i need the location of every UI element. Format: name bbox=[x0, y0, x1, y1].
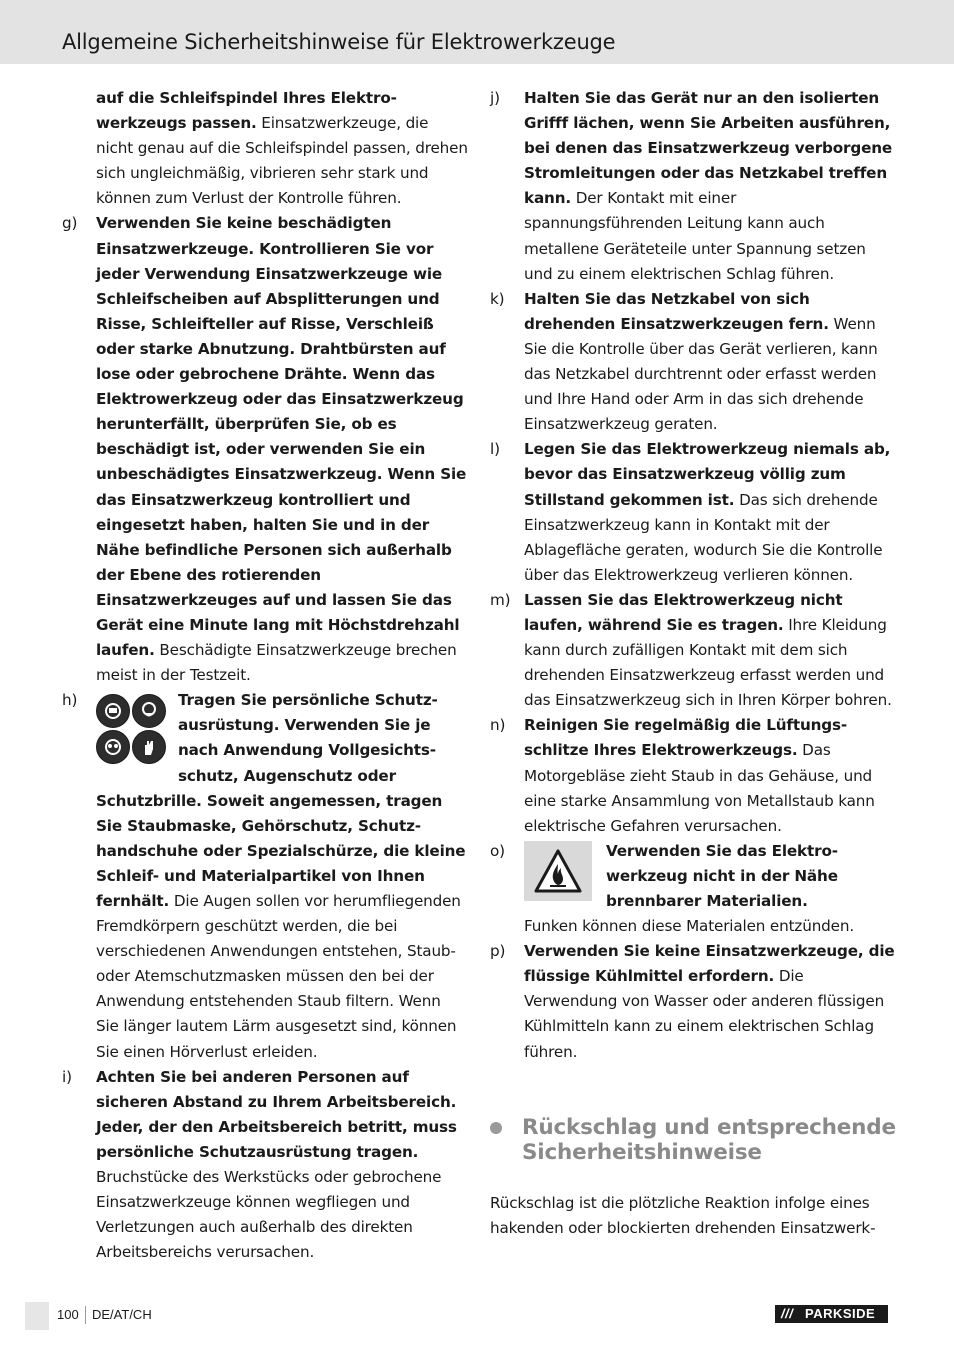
fire-warning-icon bbox=[524, 841, 592, 901]
item-bold-text: Halten Sie das Gerät nur an den isolierten Grifff lächen, wenn Sie Arbeiten ausführen, bei denen das Einsatzwerkzeug verborgene Stromleitungen oder das Netzkabel treffen kann. bbox=[524, 89, 893, 208]
item-text: Der Kontakt mit einer spannungsführenden Leitung kann auch metallene Geräteteile unter Spannung setzen und zu einem elektrischen Schlag führen. bbox=[524, 189, 866, 283]
footer-divider bbox=[85, 1306, 86, 1324]
section-heading bbox=[490, 1115, 896, 1165]
item-label: k) bbox=[490, 289, 505, 308]
item-label: g) bbox=[62, 214, 78, 233]
page-number-box bbox=[25, 1302, 49, 1330]
item-body bbox=[524, 588, 896, 713]
item-body bbox=[524, 86, 896, 287]
item-text: Die Augen sollen vor herumfliegenden Fremdkörpern geschützt werden, die bei verschiedenen Anwendungen entstehen, Staub- oder Atemschutzmasken müssen den bei der Anwendung entstehenden Staub filtern. Wenn Sie länger lautem Lärm ausgesetzt sind, können Sie einen Hörverlust erleiden. bbox=[96, 892, 461, 1061]
right-column bbox=[490, 86, 896, 1241]
country-code: DE/AT/CH bbox=[92, 1307, 152, 1322]
face-shield-icon bbox=[96, 694, 130, 728]
item-body bbox=[524, 437, 896, 588]
item-label: i) bbox=[62, 1067, 72, 1086]
item-bold-text: Verwenden Sie keine beschädigten Einsatzwerkzeuge. Kontrollieren Sie vor jeder Verwendung Einsatzwerkzeuge wie Schleifscheiben auf Absplitterungen und Risse, Schleifteller auf Risse, Verschleiß oder starke Abnutzung. Drahtbürsten auf lose oder gebrochene Drähte. Wenn das Elektrowerkzeug oder das Einsatzwerkzeug herunterfällt, überprüfen Sie, ob es beschädigt ist, oder verwenden Sie ein unbeschädigtes Einsatzwerkzeug. Wenn Sie das Einsatzwerkzeug kontrolliert und eingesetzt haben, halten Sie und in der Nähe befindliche Personen sich außerhalb der Ebene des rotierenden Einsatzwerkzeuges auf und lassen Sie das Gerät eine Minute lang mit Höchstdrehzahl laufen. bbox=[96, 214, 467, 660]
item-label: l) bbox=[490, 440, 500, 459]
item-l bbox=[490, 437, 896, 588]
item-bold-text: Reinigen Sie regelmäßig die Lüftungsschlitze Ihres Elektrowerkzeugs. bbox=[524, 716, 848, 760]
item-bold-text: Tragen Sie persönliche Schutzausrüstung. Verwenden Sie je nach Anwendung Vollgesichtsschutz, Augenschutz oder Schutzbrille. Soweit angemessen, tragen Sie Staubmaske, Gehörschutz, Schutzhandschuhe oder Spezialschürze, die kleine Schleif- und Materialpartikel von Ihnen fernhält. bbox=[96, 691, 466, 910]
item-label: j) bbox=[490, 89, 500, 107]
item-k bbox=[490, 287, 896, 438]
item-bold-text: Halten Sie das Netzkabel von sich drehenden Einsatzwerkzeugen fern. bbox=[524, 289, 829, 333]
brand-logo bbox=[775, 1305, 888, 1323]
item-bold-text: Legen Sie das Elektrowerkzeug niemals ab, bevor das Einsatzwerkzeug völlig zum Stillstand gekommen ist. bbox=[524, 440, 891, 509]
item-bold-text: auf die Schleifspindel Ihres Elektrowerkzeugs passen. bbox=[96, 89, 397, 133]
item-label: p) bbox=[490, 942, 506, 961]
item-body bbox=[524, 713, 896, 838]
item-body bbox=[96, 211, 468, 688]
item-text: Die Verwendung von Wasser oder anderen flüssigen Kühlmitteln kann zu einem elektrischen Schlag führen. bbox=[524, 967, 885, 1061]
item-bold-text: Achten Sie bei anderen Personen auf sicheren Abstand zu Ihrem Arbeitsbereich. Jeder, der den Arbeitsbereich betritt, muss persönliche Schutzausrüstung tragen. bbox=[96, 1067, 457, 1161]
page-title: Allgemeine Sicherheitshinweise für Elektrowerkzeuge bbox=[62, 30, 616, 54]
item-body bbox=[96, 1065, 468, 1266]
item-text: Beschädigte Einsatzwerkzeuge brechen meist in der Testzeit. bbox=[96, 641, 457, 685]
item-text: Funken können diese Materialen entzünden. bbox=[524, 917, 855, 936]
page-header bbox=[0, 0, 954, 64]
item-text: Wenn Sie die Kontrolle über das Gerät verlieren, kann das Netzkabel durchtrennt oder erfasst werden und Ihre Hand oder Arm in das sich drehende Einsatzwerkzeug geraten. bbox=[524, 314, 878, 434]
item-o bbox=[490, 839, 896, 939]
item-h bbox=[62, 688, 468, 1064]
item-bold-text: Verwenden Sie keine Einsatzwerkzeuge, die flüssige Kühlmittel erfordern. bbox=[524, 942, 895, 986]
goggles-icon bbox=[96, 730, 130, 764]
item-p bbox=[490, 939, 896, 1064]
left-column bbox=[62, 86, 468, 1265]
item-label: o) bbox=[490, 841, 505, 860]
dust-mask-icon bbox=[132, 694, 166, 728]
brand-name: PARKSIDE bbox=[805, 1306, 876, 1321]
item-bold-text: Lassen Sie das Elektrowerkzeug nicht laufen, während Sie es tragen. bbox=[524, 590, 843, 634]
section-bullet-icon bbox=[490, 1122, 502, 1134]
item-g bbox=[62, 211, 468, 688]
item-text: Das sich drehende Einsatzwerkzeug kann in Kontakt mit der Ablagefläche geraten, wodurch Sie die Kontrolle über das Elektrowerkzeug verlieren können. bbox=[524, 490, 883, 584]
logo-stripes-icon: /// bbox=[781, 1306, 794, 1321]
item-m bbox=[490, 588, 896, 713]
item-label: m) bbox=[490, 590, 511, 609]
item-text: Bruchstücke des Werkstücks oder gebrochene Einsatzwerkzeuge können wegfliegen und Verletzungen auch außerhalb des direkten Arbeitsbereichs verursachen. bbox=[96, 1168, 442, 1262]
page-number: 100 bbox=[57, 1307, 79, 1322]
section-body: Rückschlag ist die plötzliche Reaktion infolge eines hakenden oder blockierten drehenden Einsatzwerk- bbox=[490, 1193, 876, 1237]
item-text: Das Motorgebläse zieht Staub in das Gehäuse, und eine starke Ansammlung von Metallstaub kann elektrische Gefahren verursachen. bbox=[524, 741, 875, 835]
item-text: Ihre Kleidung kann durch zufälligen Kontakt mit dem sich drehenden Einsatzwerkzeug erfasst werden und das Einsatzwerkzeug sich in Ihren Körper bohren. bbox=[524, 615, 892, 710]
item-i bbox=[62, 1065, 468, 1266]
item-text: Einsatzwerkzeuge, die nicht genau auf die Schleifspindel passen, drehen sich ungleichmäßig, vibrieren sehr stark und können zum Verlust der Kontrolle führen. bbox=[96, 114, 468, 208]
item-bold-text: Verwenden Sie das Elektrowerkzeug nicht in der Nähe brennbarer Materialien. bbox=[606, 841, 839, 910]
item-n bbox=[490, 713, 896, 838]
ppe-icons bbox=[96, 694, 166, 764]
item-body bbox=[524, 287, 896, 438]
item-label: h) bbox=[62, 691, 78, 710]
gloves-icon bbox=[132, 730, 166, 764]
item-body bbox=[96, 86, 468, 211]
item-body bbox=[524, 939, 896, 1064]
item-body bbox=[96, 688, 468, 1064]
section-title: Rückschlag und entsprechende Sicherheitshinweise bbox=[522, 1114, 896, 1165]
item-j bbox=[490, 86, 896, 287]
item-f-continued bbox=[62, 86, 468, 211]
item-body bbox=[524, 839, 896, 939]
item-label: n) bbox=[490, 716, 506, 735]
